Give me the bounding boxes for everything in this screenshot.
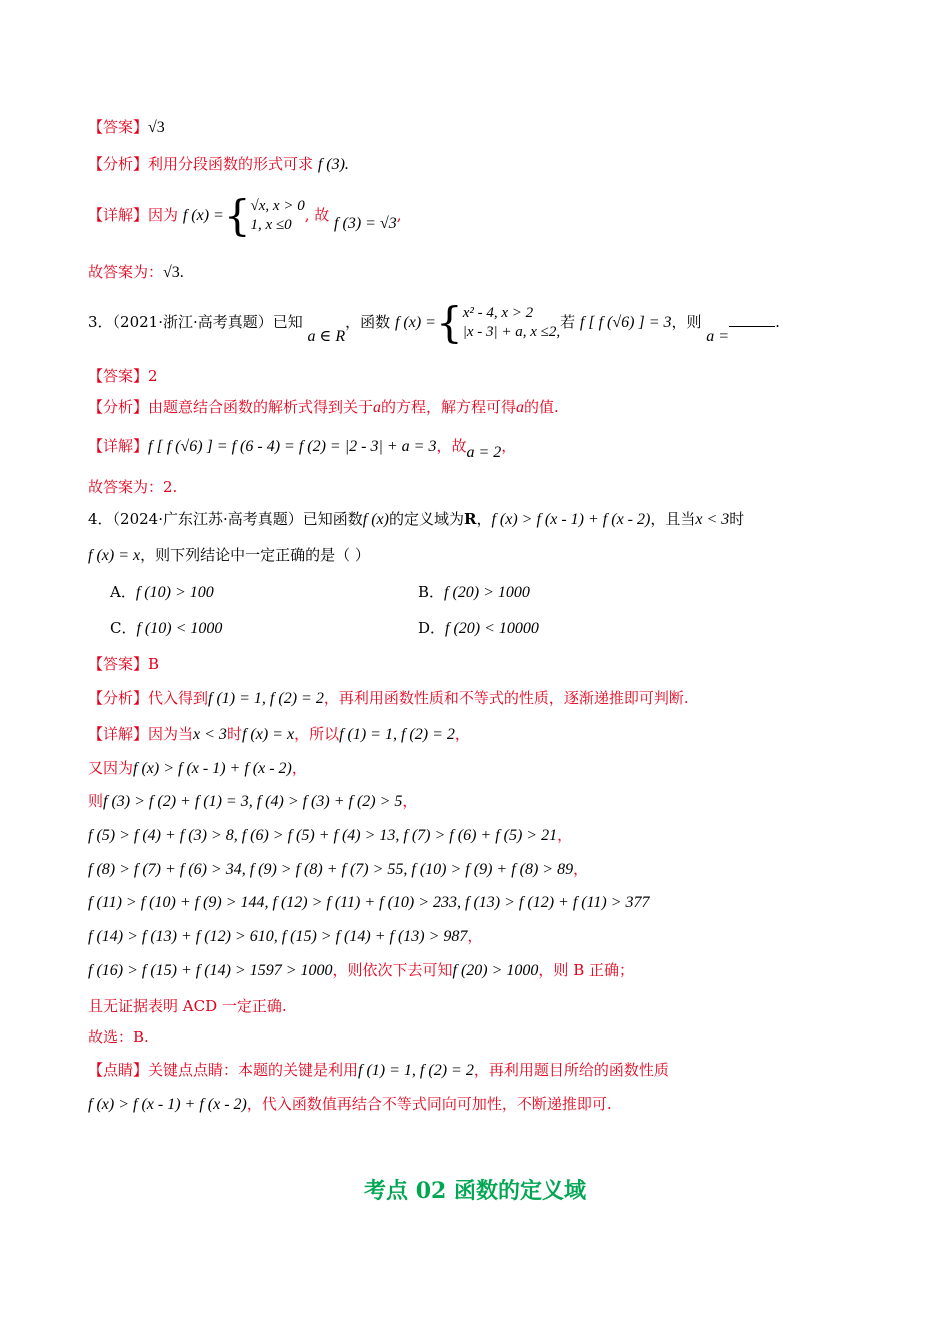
detail-tag: 【详解】 <box>88 437 149 455</box>
conclusion-text: 故答案为： <box>88 263 164 281</box>
analysis-text: 由题意结合函数的解析式得到关于 <box>148 398 374 416</box>
piece-1: x² - 4, x > 2 <box>462 305 534 321</box>
q4-remark-line <box>88 1060 669 1081</box>
answer-blank <box>729 316 775 327</box>
analysis-tag: 【分析】 <box>88 155 149 173</box>
q4-chain-line-5 <box>88 960 634 981</box>
piecewise <box>251 197 305 235</box>
remark-text: 关键点点睛：本题的关键是利用 <box>148 1061 359 1079</box>
piecewise <box>463 304 560 342</box>
answer-tag: 【答案】 <box>88 655 149 673</box>
analysis-text: 利用分段函数的形式可求 <box>148 155 314 173</box>
stem-math: f [ f (√6) ] = 3 <box>579 314 672 331</box>
q4-again-line <box>88 758 307 779</box>
remark-math: f (1) = 1, f (2) = 2 <box>358 1062 474 1079</box>
detail-text-2: 时 <box>226 725 242 743</box>
answer-value: B <box>148 655 160 673</box>
analysis-text-2: 的方程，解方程可得 <box>381 398 517 416</box>
analysis-tag: 【分析】 <box>88 689 149 707</box>
detail-text: 因为 <box>148 206 179 224</box>
detail-text-2: ， <box>501 437 517 455</box>
piece-1: √x, x > 0 <box>250 198 305 214</box>
q4-chain-line-3 <box>88 892 650 913</box>
remark-math-2: f (x) > f (x - 1) + f (x - 2) <box>88 1096 247 1113</box>
detail-math-2: a = 2 <box>466 444 502 461</box>
detail-math-2: f (3) = √3 <box>334 215 397 232</box>
no-proof-text: 且无证据表明 ACD 一定正确. <box>88 997 287 1015</box>
analysis-math: f (1) = 1, f (2) = 2 <box>208 690 324 707</box>
chain-end: ， <box>573 860 589 878</box>
option-label: D． <box>418 619 446 637</box>
analysis-math: f (3). <box>317 156 349 173</box>
analysis-tag: 【分析】 <box>88 398 149 416</box>
q4-then-line <box>88 791 417 812</box>
chain-math-2: f (20) > 1000 <box>452 962 539 979</box>
option-b[interactable] <box>418 582 530 603</box>
stem-text: 4．（2024·广东江苏·高考真题）已知函数 <box>88 510 363 528</box>
analysis-var: a <box>373 399 382 416</box>
answer-tag: 【答案】 <box>88 367 149 385</box>
q4-chain-line-1 <box>88 825 572 846</box>
then-math: f (3) > f (2) + f (1) = 3, f (4) > f (3) + f (2) > 5 <box>103 793 403 810</box>
option-text: f (20) > 1000 <box>444 584 530 601</box>
detail-text-2: , 故 <box>304 206 330 224</box>
option-text: f (10) > 100 <box>135 584 214 601</box>
q4-analysis-line <box>88 688 689 709</box>
q2-analysis-line <box>88 154 349 175</box>
option-c[interactable] <box>110 618 222 639</box>
analysis-text-2: ，再利用函数性质和不等式的性质，逐渐递推即可判断. <box>323 689 689 707</box>
option-d[interactable] <box>418 618 539 639</box>
detail-math: f (x) = <box>182 207 224 224</box>
analysis-text: 代入得到 <box>148 689 209 707</box>
chain-end: ， <box>467 927 483 945</box>
chain-end: ， <box>557 826 573 844</box>
stem-fx: f (x) <box>362 511 389 528</box>
q3-stem <box>88 300 780 345</box>
detail-math: f [ f (√6) ] = f (6 - 4) = f (2) = |2 - 3| + a = 3 <box>148 438 437 455</box>
q4-stem-line-2 <box>88 545 370 566</box>
q3-detail-line <box>88 436 517 461</box>
q4-chain-line-2 <box>88 859 588 880</box>
stem-condition: x < 3 <box>695 511 730 528</box>
detail-text: 因为当 <box>148 725 194 743</box>
detail-text-3: ，所以 <box>294 725 340 743</box>
answer-value: √3 <box>148 119 165 136</box>
stem-text-5: 时 <box>729 510 745 528</box>
stem-domain: R <box>463 510 477 528</box>
stem-text: 3．（2021·浙江·高考真题）已知 <box>88 313 303 331</box>
chain-math: f (8) > f (7) + f (6) > 34, f (9) > f (8) + f (7) > 55, f (10) > f (9) + f (8) > 89 <box>88 861 574 878</box>
q4-chain-line-4 <box>88 926 482 947</box>
q4-stem <box>88 509 744 530</box>
stem-math: f (x) = x <box>88 547 141 564</box>
section-title: 考点 02 函数的定义域 <box>364 1178 586 1204</box>
q2-detail-line <box>88 191 402 240</box>
detail-tag: 【详解】 <box>88 206 149 224</box>
chain-text: ，则依次下去可知 <box>332 961 453 979</box>
option-text: f (20) < 10000 <box>445 620 539 637</box>
q4-choose-line <box>88 1027 149 1047</box>
stem-text-3: 若 <box>560 313 576 331</box>
stem-ask: a = <box>706 328 730 345</box>
again-math: f (x) > f (x - 1) + f (x - 2) <box>133 760 292 777</box>
detail-condition: x < 3 <box>193 726 227 743</box>
chain-math: f (14) > f (13) + f (12) > 610, f (15) > f (14) + f (13) > 987 <box>88 928 468 945</box>
q2-answer-line <box>88 117 165 138</box>
answer-tag: 【答案】 <box>88 118 149 136</box>
stem-inequality: f (x) > f (x - 1) + f (x - 2) <box>491 511 651 528</box>
stem-text-2: 的定义域为 <box>388 510 464 528</box>
chain-text-2: ，则 B 正确； <box>538 961 634 979</box>
remark-text-2: ，再利用题目所给的函数性质 <box>473 1061 669 1079</box>
q3-analysis-line <box>88 397 559 418</box>
again-end: ， <box>291 759 307 777</box>
remark-tag: 【点睛】 <box>88 1061 149 1079</box>
q2-conclusion-line <box>88 262 184 283</box>
piece-2: |x - 3| + a, x ≤2, <box>462 324 561 340</box>
analysis-text-3: 的值. <box>524 398 559 416</box>
option-label: B． <box>418 583 445 601</box>
conclusion-value: √3. <box>163 264 184 281</box>
q4-answer-line <box>88 654 159 674</box>
detail-values: f (1) = 1, f (2) = 2 <box>339 726 455 743</box>
choose-text: 故选：B. <box>88 1028 149 1046</box>
detail-text-4: ， <box>454 725 470 743</box>
option-label: C． <box>110 619 137 637</box>
stem-text-4: ，则 <box>671 313 702 331</box>
q3-conclusion-line <box>88 477 177 497</box>
detail-fx: f (x) = x <box>241 726 295 743</box>
piece-2: 1, x ≤0 <box>250 217 292 233</box>
analysis-var-2: a <box>516 399 525 416</box>
detail-text-3: , <box>396 206 402 224</box>
stem-question: ，则下列结论中一定正确的是（ ） <box>140 546 370 564</box>
brace-symbol: { <box>435 298 463 347</box>
stem-function: f (x) = <box>394 314 436 331</box>
q4-remark-line-2 <box>88 1094 612 1115</box>
then-end: ， <box>402 792 418 810</box>
stem-text-3: ， <box>476 510 492 528</box>
option-label: A． <box>110 583 136 601</box>
q4-no-proof-line <box>88 996 287 1016</box>
remark-text-3: ，代入函数值再结合不等式同向可加性，不断递推即可. <box>246 1095 612 1113</box>
answer-value: 2 <box>148 367 158 385</box>
q3-answer-line <box>88 366 158 386</box>
option-text: f (10) < 1000 <box>136 620 223 637</box>
then-text: 则 <box>88 792 104 810</box>
stem-text-4: ，且当 <box>650 510 696 528</box>
chain-math: f (11) > f (10) + f (9) > 144, f (12) > f (11) + f (10) > 233, f (13) > f (12) + f (11) > 377 <box>88 894 650 911</box>
option-a[interactable] <box>110 582 214 603</box>
stem-condition: a ∈ R <box>307 328 346 345</box>
detail-text: ，故 <box>436 437 467 455</box>
stem-end: . <box>775 313 780 331</box>
detail-tag: 【详解】 <box>88 725 149 743</box>
conclusion-text: 故答案为：2. <box>88 478 178 496</box>
chain-math: f (5) > f (4) + f (3) > 8, f (6) > f (5) + f (4) > 13, f (7) > f (6) + f (5) > 21 <box>88 827 558 844</box>
brace-symbol: { <box>223 191 251 240</box>
q4-detail-line <box>88 724 470 745</box>
chain-math: f (16) > f (15) + f (14) > 1597 > 1000 <box>88 962 333 979</box>
again-text: 又因为 <box>88 759 134 777</box>
stem-text-2: ，函数 <box>345 313 391 331</box>
